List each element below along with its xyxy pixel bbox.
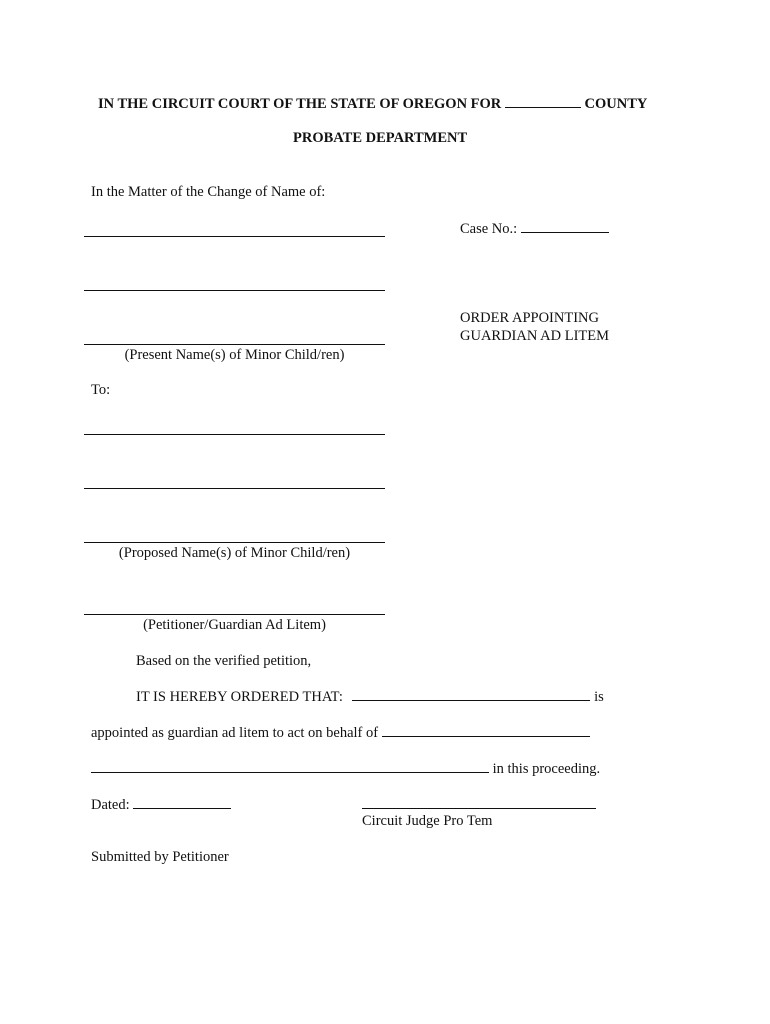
minor-name-blank[interactable] [91, 760, 489, 773]
to-label: To: [91, 382, 111, 398]
proceeding-suffix: in this proceeding. [492, 761, 601, 777]
proposed-name-line-3[interactable] [84, 542, 385, 543]
behalf-of-blank[interactable] [382, 724, 590, 737]
county-blank[interactable] [505, 95, 581, 108]
petitioner-caption: (Petitioner/Guardian Ad Litem) [143, 617, 326, 633]
present-name-line-3[interactable] [84, 344, 385, 345]
based-on-text: Based on the verified petition, [136, 653, 312, 669]
court-heading [98, 95, 647, 113]
case-no-blank[interactable] [521, 220, 609, 233]
proceeding-line [91, 760, 600, 778]
dated-label: Dated: [91, 797, 130, 813]
present-name-line-1[interactable] [84, 236, 385, 237]
submitted-by: Submitted by Petitioner [91, 849, 229, 865]
proposed-name-line-2[interactable] [84, 488, 385, 489]
department-heading: PROBATE DEPARTMENT [293, 130, 468, 146]
appointed-prefix: appointed as guardian ad litem to act on behalf of [91, 725, 379, 741]
matter-label: In the Matter of the Change of Name of: [91, 184, 326, 200]
proposed-name-line-1[interactable] [84, 434, 385, 435]
order-title-line-2: GUARDIAN AD LITEM [460, 328, 610, 344]
ordered-suffix: is [594, 689, 604, 705]
guardian-name-blank[interactable] [352, 688, 590, 701]
court-heading-prefix: IN THE CIRCUIT COURT OF THE STATE OF OREGON FOR [98, 96, 502, 112]
case-number [460, 220, 609, 238]
ordered-line [136, 688, 604, 706]
present-name-line-2[interactable] [84, 290, 385, 291]
ordered-prefix: IT IS HEREBY ORDERED THAT: [136, 689, 343, 705]
appointed-line [91, 724, 590, 742]
present-name-caption: (Present Name(s) of Minor Child/ren) [124, 347, 345, 363]
dated-line [91, 796, 231, 814]
judge-title: Circuit Judge Pro Tem [362, 813, 493, 829]
petitioner-line[interactable] [84, 614, 385, 615]
judge-signature-line[interactable] [362, 808, 596, 809]
case-no-label: Case No.: [460, 221, 518, 237]
date-blank[interactable] [133, 796, 231, 809]
proposed-name-caption: (Proposed Name(s) of Minor Child/ren) [118, 545, 351, 561]
court-heading-suffix: COUNTY [584, 96, 648, 112]
order-title-line-1: ORDER APPOINTING [460, 310, 599, 326]
